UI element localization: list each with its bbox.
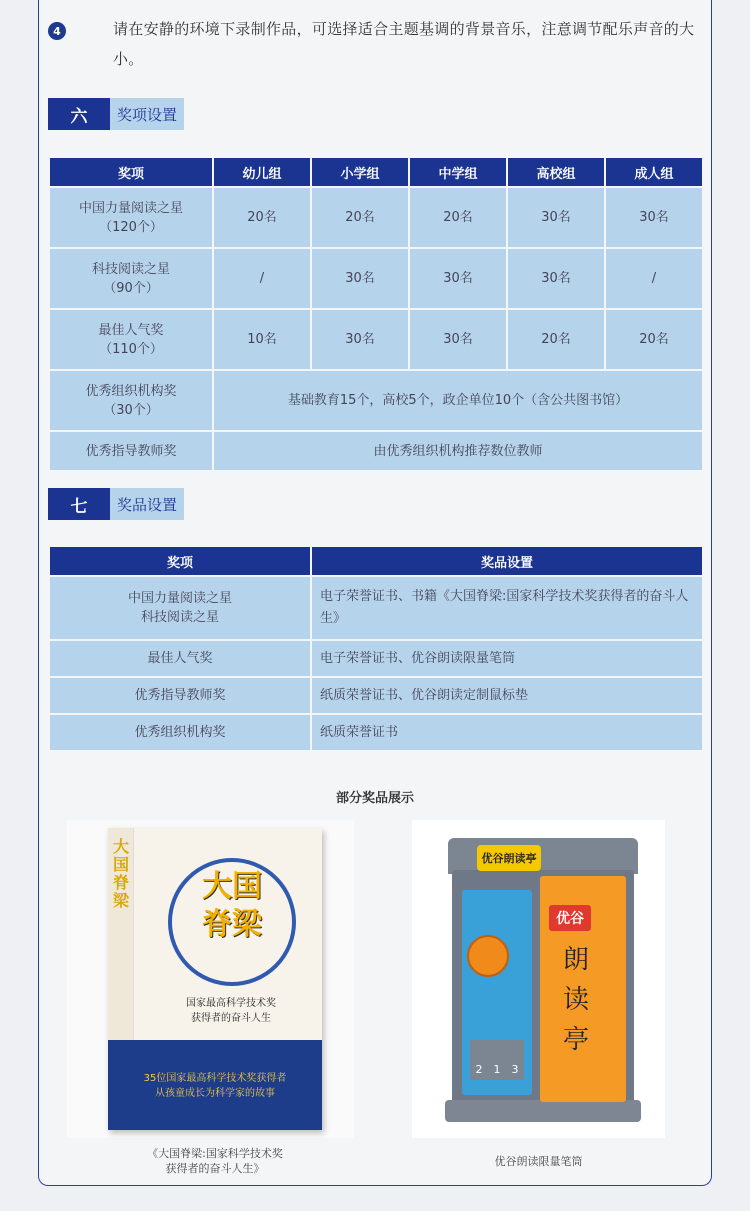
table-row [49,187,703,248]
table-row [49,248,703,309]
section-title: 奖项设置 [110,98,184,130]
section-title: 奖品设置 [110,488,184,520]
showcase-title: 部分奖品展示 [335,791,414,806]
table-cell: / [213,248,311,309]
table-cell: 30名 [507,248,605,309]
award-name: 中国力量阅读之星 [127,591,232,606]
book-title-line: 脊梁 [202,907,262,942]
kiosk-name-char: 读 [562,985,589,1015]
merged-cell: 由优秀组织机构推荐数位教师 [213,431,703,471]
podium-number: 1 [493,1063,501,1076]
col-header: 奖项 [49,546,311,576]
kiosk-base [445,1100,641,1122]
col-header: 小学组 [311,157,409,187]
award-name: 科技阅读之星 [140,610,219,625]
table-row [49,370,703,431]
table-cell: 30名 [409,309,507,370]
table-cell: 10名 [213,309,311,370]
book-title [170,868,294,944]
awards-table [48,156,704,472]
merged-cell: 基础教育15个，高校5个，政企单位10个（含公共图书馆） [213,370,703,431]
award-name-cell [49,370,213,431]
table-header-row [49,157,703,187]
prize-cell: 纸质荣誉证书、优谷朗读定制鼠标垫 [311,677,703,714]
award-count: （30个） [103,402,159,418]
book-bottom-text: 35位国家最高科学技术奖获得者 [143,1073,287,1084]
table-cell: 30名 [311,309,409,370]
award-name-cell: 最佳人气奖 [49,640,311,677]
award-count: （120个） [99,219,163,235]
table-header-row [49,546,703,576]
caption-line: 获得者的奋斗人生》 [165,1162,265,1175]
table-cell: 30名 [311,248,409,309]
book-subtitle [156,996,306,1026]
prize-cell: 电子荣誉证书、优谷朗读限量笔筒 [311,640,703,677]
table-row [49,576,703,640]
section-header-prizes [48,488,184,520]
award-name: 优秀组织机构奖 [85,383,177,399]
table-cell: 20名 [605,309,703,370]
table-row [49,714,703,751]
award-name-cell: 优秀指导教师奖 [49,431,213,471]
book-spine-title: 大国脊梁 [112,837,129,910]
award-name-cell [49,309,213,370]
kiosk-name-char: 亭 [562,1025,589,1055]
caption-line: 《大国脊梁:国家科学技术奖 [147,1147,283,1160]
table-cell: / [605,248,703,309]
col-header: 高校组 [507,157,605,187]
table-cell: 30名 [605,187,703,248]
table-cell: 30名 [409,248,507,309]
basketball-mascot-icon [467,935,509,977]
table-row [49,640,703,677]
book-title-line: 大国 [202,869,262,904]
table-cell: 30名 [507,187,605,248]
table-row [49,309,703,370]
table-row [49,677,703,714]
award-count: （110个） [99,341,163,357]
prize-cell: 纸质荣誉证书 [311,714,703,751]
book-subtitle-line: 国家最高科学技术奖 [186,998,276,1009]
award-name-cell: 优秀组织机构奖 [49,714,311,751]
table-cell: 20名 [213,187,311,248]
table-cell: 20名 [311,187,409,248]
award-name: 科技阅读之星 [91,261,170,277]
kiosk-podium [470,1040,524,1080]
section-number: 七 [48,488,110,520]
table-cell: 20名 [409,187,507,248]
kiosk-sign: 优谷朗读亭 [477,845,541,871]
col-header: 中学组 [409,157,507,187]
award-name-cell [49,576,311,640]
pen-holder-caption: 优谷朗读限量笔筒 [494,1155,583,1168]
award-name: 最佳人气奖 [98,322,164,338]
kiosk-brand-logo: 优谷 [549,905,591,931]
kiosk-name [556,940,596,1060]
award-name-cell: 优秀指导教师奖 [49,677,311,714]
col-header: 奖项 [49,157,213,187]
award-count: （90个） [103,280,159,296]
book-bottom-text: 从孩童成长为科学家的故事 [155,1088,275,1099]
award-name-cell [49,187,213,248]
podium-number: 3 [511,1063,519,1076]
col-header: 奖品设置 [311,546,703,576]
book-subtitle-line: 获得者的奋斗人生 [191,1013,271,1024]
note-text: 请在安静的环境下录制作品，可选择适合主题基调的背景音乐，注意调节配乐声音的大小。 [113,20,695,68]
table-row [49,431,703,471]
section-number: 六 [48,98,110,130]
podium-number: 2 [475,1063,483,1076]
col-header: 成人组 [605,157,703,187]
note-number-badge: 4 [48,22,66,40]
prizes-table [48,545,704,752]
prize-cell: 电子荣誉证书、书籍《大国脊梁:国家科学技术奖获得者的奋斗人生》 [311,576,703,640]
section-header-awards [48,98,184,130]
award-name: 中国力量阅读之星 [78,200,183,216]
table-cell: 20名 [507,309,605,370]
book-caption [108,1146,322,1176]
award-name-cell [49,248,213,309]
book-cover [108,828,322,1130]
kiosk-name-char: 朗 [562,945,589,975]
col-header: 幼儿组 [213,157,311,187]
